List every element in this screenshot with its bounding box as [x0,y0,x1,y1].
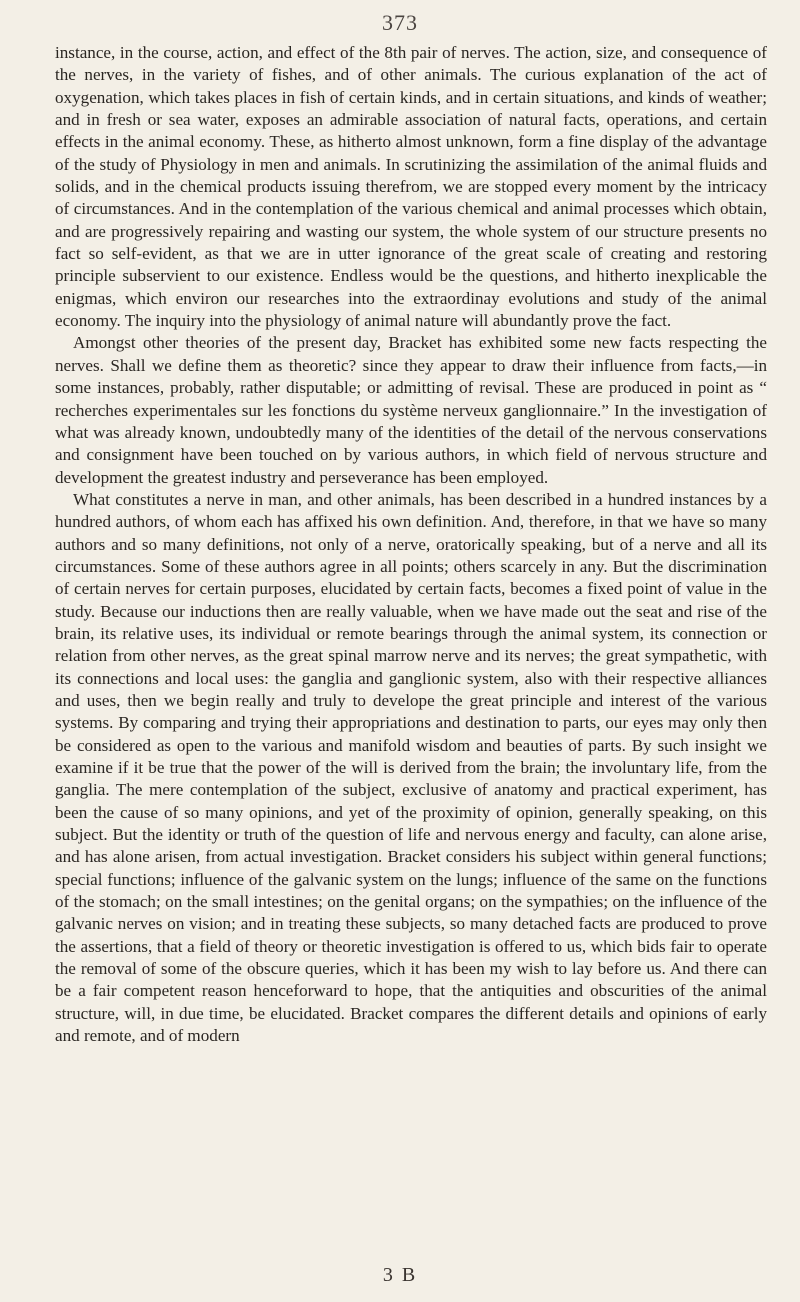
paragraph: instance, in the course, action, and effect of the 8th pair of nerves. The action, size, and consequence of the nerves, in the variety of fishes, and of other animals. The curious explanation of the act of oxygenation, which takes places in fish of certain kinds, and in certain situations, and kinds of weather; and in fresh or sea water, exposes an admirable association of natural facts, operations, and certain effects in the animal economy. These, as hitherto almost unknown, form a fine display of the advantage of the study of Physiology in men and animals. In scrutinizing the assimilation of the animal fluids and solids, and in the chemical products issuing therefrom, we are stopped every moment by the intricacy of circumstances. And in the contemplation of the various chemical and animal processes which obtain, and are progressively repairing and wasting our system, the whole system of our structure presents no fact so self-evident, as that we are in utter ignorance of the great scale of creating and restoring principle subservient to our existence. Endless would be the questions, and hitherto inexplicable the enigmas, which environ our researches into the extraordinay evolutions and study of the animal economy. The inquiry into the physiology of animal nature will abundantly prove the fact. [55,43,767,331]
paragraph: Amongst other theories of the present day, Bracket has exhibited some new facts respecting the nerves. Shall we define them as theoretic? since they appear to draw their influence from facts,—in some instances, probably, rather disputable; or admitting of revisal. These are produced in point as “ recherches experimentales sur les fonctions du système nerveux ganglionnaire.” In the investigation of what was already known, undoubtedly many of the identities of the detail of the nervous conservations and consignment have been touched on by various authors, in which field of nervous structure and development the greatest industry and perseverance has been employed. [55,333,767,487]
paragraph: What constitutes a nerve in man, and other animals, has been described in a hundred instances by a hundred authors, of whom each has affixed his own definition. And, therefore, in that we have so many authors and so many definitions, not only of a nerve, oratorically speaking, but of a nerve and all its circumstances. Some of these authors agree in all points; others scarcely in any. But the discrimination of certain nerves for certain purposes, elucidated by certain facts, becomes a fixed point of value in the study. Because our inductions then are really valuable, when we have made out the seat and rise of the brain, its relative uses, its individual or remote bearings through the animal system, its connection or relation from other nerves, as the great spinal marrow nerve and its nerves; the great sympathetic, with its connections and local uses: the ganglia and ganglionic system, also with their respective alliances and uses, then we begin really and truly to develope the great principle and interest of the various systems. By comparing and trying their appropriations and destination to parts, our eyes may only then be considered as open to the various and manifold wisdom and beauties of parts. By such insight we examine if it be true that the power of the will is derived from the brain; the involuntary life, from the ganglia. The mere contemplation of the subject, exclusive of anatomy and practical experiment, has been the cause of so many opinions, and yet of the proximity of opinion, generally speaking, on this subject. But the identity or truth of the question of life and nervous energy and faculty, can alone arise, and has alone arisen, from actual investigation. Bracket considers his subject within general functions; special functions; influence of the galvanic system on the lungs; influence of the same on the functions of the stomach; on the small intestines; on the genital organs; on the sympathies; on the influence of the galvanic nerves on vision; and in treating these subjects, so many detached facts are produced to prove the assertions, that a field of theory or theoretic investigation is offered to us, which bids fair to operate the removal of some of the obscure queries, which it has been my wish to lay before us. And there can be a fair competent reason henceforward to hope, that the antiquities and obscurities of the animal structure, will, in due time, be elucidated. Bracket compares the different details and opinions of early and remote, and of modern [55,489,767,1046]
body-text [55,42,767,1047]
page-number: 373 [382,10,418,35]
signature-mark: 3 B [382,1264,418,1286]
